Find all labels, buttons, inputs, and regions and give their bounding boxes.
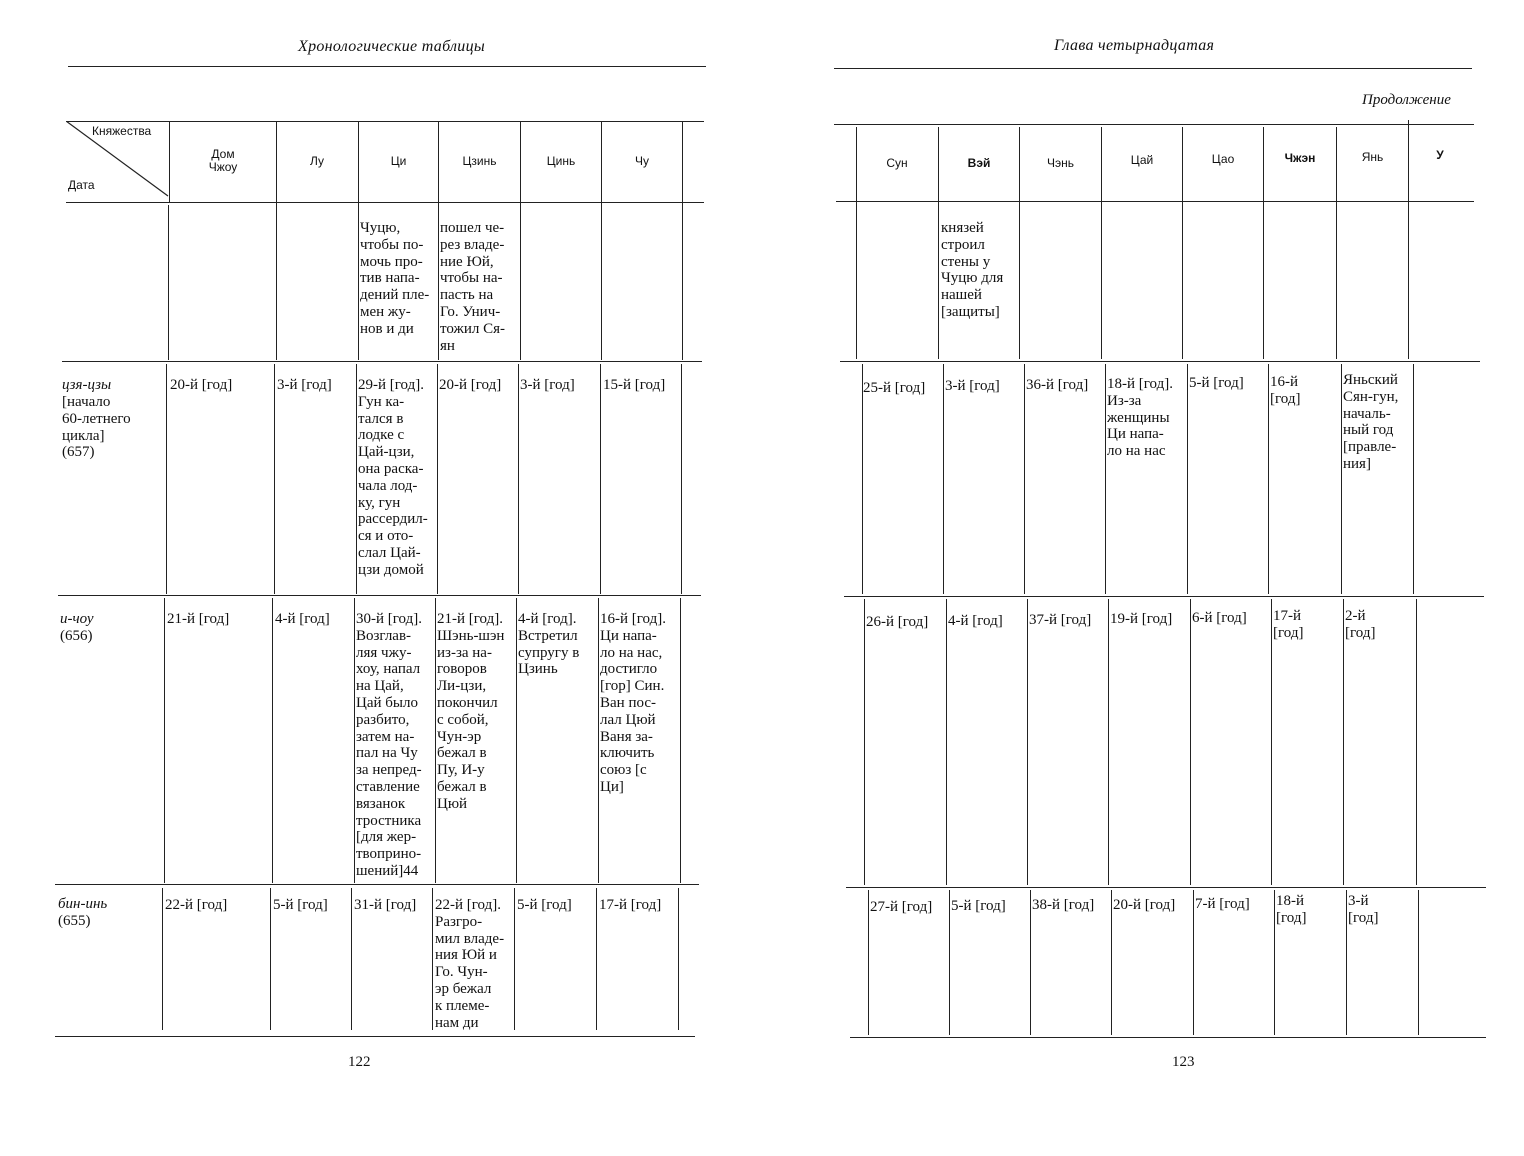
table-cell: 5-й [год] — [273, 897, 328, 913]
col-rule — [1418, 890, 1419, 1035]
date-year: (655) — [58, 913, 91, 929]
row-rule — [55, 884, 699, 885]
table-cell: Чуцю, чтобы по- мочь про- тив напа- дений пле- мен жу- нов и ди — [360, 220, 430, 337]
table-cell: 15-й [год] — [603, 377, 666, 393]
col-rule — [272, 598, 273, 883]
date-year: (656) — [60, 628, 93, 644]
table-cell: 3-й [год] — [945, 378, 1000, 394]
table-cell: 27-й [год] — [870, 899, 933, 915]
table-cell: 3-й [год] — [1348, 893, 1379, 926]
table-cell: 4-й [год] — [275, 611, 330, 627]
head-rule — [68, 66, 706, 67]
header-dom-chzhou: Дом Чжоу — [208, 147, 238, 174]
col-rule — [868, 890, 869, 1035]
header-u: У — [1436, 147, 1444, 162]
col-rule — [1416, 599, 1417, 885]
table-cell: 22-й [год] — [165, 897, 228, 913]
col-rule — [682, 121, 683, 360]
row-rule — [58, 595, 701, 596]
header-tsin: Цинь — [546, 153, 576, 168]
table-cell: 20-й [год] — [439, 377, 502, 393]
col-rule — [1193, 890, 1194, 1035]
header-chu: Чу — [635, 153, 649, 168]
col-rule — [270, 888, 271, 1030]
col-rule — [946, 599, 947, 885]
header-yan: Янь — [1361, 149, 1384, 164]
table-cell: 17-й [год] — [599, 897, 662, 913]
col-rule — [435, 598, 436, 883]
table-cell: 29-й [год]. Гун ка- тался в лодке с Цай-цзи, она раска- чала лод- ку, гун рассердил- ся и ото- слал Цай- цзи домой — [358, 377, 428, 578]
col-rule — [1187, 364, 1188, 594]
running-head: Хронологические таблицы — [298, 38, 486, 55]
col-rule — [1268, 364, 1269, 594]
header-tsao: Цао — [1211, 151, 1235, 166]
table-cell: 30-й [год]. Возглав- ляя чжу- хоу, напал на Цай, Цай было разбито, затем на- пал на Чу за непред- ставление вязанок тростника [для жер- твоприно- шений]44 — [356, 611, 422, 879]
table-cell: 36-й [год] — [1026, 377, 1089, 393]
col-rule — [1108, 599, 1109, 885]
col-rule — [1024, 364, 1025, 594]
table-cell: 25-й [год] — [863, 380, 926, 396]
corner-date-label: Дата — [68, 178, 95, 192]
table-cell: 19-й [год] — [1110, 611, 1173, 627]
row-rule — [846, 887, 1486, 888]
table-cell: 17-й [год] — [1273, 608, 1304, 641]
col-rule — [437, 364, 438, 594]
table-cell: 5-й [год] — [517, 897, 572, 913]
header-lu: Лу — [309, 153, 324, 168]
continuation-label: Продолжение — [1362, 92, 1451, 108]
col-rule — [596, 888, 597, 1030]
col-rule — [864, 599, 865, 885]
table-cell: 18-й [год] — [1276, 893, 1307, 926]
page-number: 122 — [348, 1054, 371, 1070]
table-top-rule — [834, 124, 1474, 125]
col-rule — [598, 598, 599, 883]
header-chzhen: Чжэн — [1284, 150, 1316, 165]
table-cell: 3-й [год] — [277, 377, 332, 393]
table-cell: 4-й [год] — [948, 613, 1003, 629]
table-cell: 20-й [год] — [170, 377, 233, 393]
table-cell: 21-й [год]. Шэнь-шэн из-за на- говоров Ли-цзи, покончил с собой, Чун-эр бежал в Пу, И-у бежал в Цюй — [437, 611, 505, 812]
col-rule — [1346, 890, 1347, 1035]
col-rule — [680, 598, 681, 883]
date-cycle-name: и-чоу — [60, 611, 94, 627]
col-rule — [168, 205, 169, 360]
date-cycle — [60, 611, 160, 628]
table-cell: пошел че- рез владе- ние Юй, чтобы на- пасть на Го. Унич- тожил Ся- ян — [440, 220, 506, 354]
col-rule — [1343, 599, 1344, 885]
table-cell: Яньский Сян-гун, началь- ный год [правле- ния] — [1343, 372, 1399, 472]
table-cell: 5-й [год] — [951, 898, 1006, 914]
table-cell: 6-й [год] — [1192, 610, 1247, 626]
table-cell: 18-й [год]. Из-за женщины Ци напа- ло на нас — [1107, 376, 1173, 460]
date-cycle — [62, 377, 162, 394]
header-bottom-rule — [836, 201, 1474, 202]
table-cell: 20-й [год] — [1113, 897, 1176, 913]
table-cell: князей строил стены у Чуцю для нашей [защиты] — [941, 220, 1004, 320]
table-cell: 31-й [год] — [354, 897, 417, 913]
header-chen: Чэнь — [1047, 155, 1074, 170]
row-rule — [840, 361, 1480, 362]
col-rule — [354, 598, 355, 883]
date-cycle-name: бин-инь — [58, 896, 108, 912]
col-rule — [681, 364, 682, 594]
date-cycle — [58, 896, 158, 913]
col-rule — [164, 598, 165, 883]
col-rule — [678, 888, 679, 1030]
table-cell: 37-й [год] — [1029, 612, 1092, 628]
col-rule — [1111, 890, 1112, 1035]
table-cell: 26-й [год] — [866, 614, 929, 630]
col-rule — [600, 364, 601, 594]
table-bottom-rule — [55, 1036, 695, 1037]
header-tszin: Цзинь — [462, 153, 497, 168]
col-rule — [351, 888, 352, 1030]
col-rule — [1413, 364, 1414, 594]
table-cell: 5-й [год] — [1189, 375, 1244, 391]
col-rule — [1274, 890, 1275, 1035]
date-year: [начало 60-летнего цикла] (657) — [62, 394, 131, 461]
head-rule — [834, 68, 1472, 69]
corner-principalities-label: Княжества — [92, 124, 152, 138]
table-cell: 4-й [год]. Встретил супругу в Цзинь — [518, 611, 580, 678]
table-cell: 7-й [год] — [1195, 896, 1250, 912]
header-tsai: Цай — [1130, 152, 1154, 167]
table-cell: 38-й [год] — [1032, 897, 1095, 913]
header-sun: Сун — [886, 155, 908, 170]
table-cell: 2-й [год] — [1345, 608, 1376, 641]
col-rule — [1027, 599, 1028, 885]
col-rule — [943, 364, 944, 594]
table-cell: 3-й [год] — [520, 377, 575, 393]
col-rule — [1271, 599, 1272, 885]
col-rule — [166, 364, 167, 594]
col-rule — [356, 364, 357, 594]
table-cell: 16-й [год]. Ци напа- ло на нас, достигло [гор] Син. Ван пос- лал Цюй Ваня за- ключить союз [с Ци] — [600, 611, 666, 795]
right-page — [762, 0, 1524, 1156]
header-vei: Вэй — [967, 155, 991, 170]
col-rule — [1341, 364, 1342, 594]
table-cell: 21-й [год] — [167, 611, 230, 627]
table-bottom-rule — [850, 1037, 1486, 1038]
running-head: Глава четырнадцатая — [1054, 37, 1215, 54]
col-rule — [518, 364, 519, 594]
header-tsi: Ци — [390, 153, 407, 168]
table-cell: 22-й [год]. Разгро- мил владе- ния Юй и Го. Чун- эр бежал к племе- нам ди — [435, 897, 505, 1031]
col-rule — [274, 364, 275, 594]
col-rule — [1190, 599, 1191, 885]
col-rule — [1030, 890, 1031, 1035]
date-cycle-name: цзя-цзы — [62, 377, 112, 393]
page-number: 123 — [1172, 1054, 1195, 1070]
row-rule — [62, 361, 702, 362]
row-rule — [844, 596, 1484, 597]
table-cell: 16-й [год] — [1270, 374, 1301, 407]
col-rule — [514, 888, 515, 1030]
col-rule — [432, 888, 433, 1030]
col-rule — [516, 598, 517, 883]
col-rule — [1105, 364, 1106, 594]
col-rule — [162, 888, 163, 1030]
